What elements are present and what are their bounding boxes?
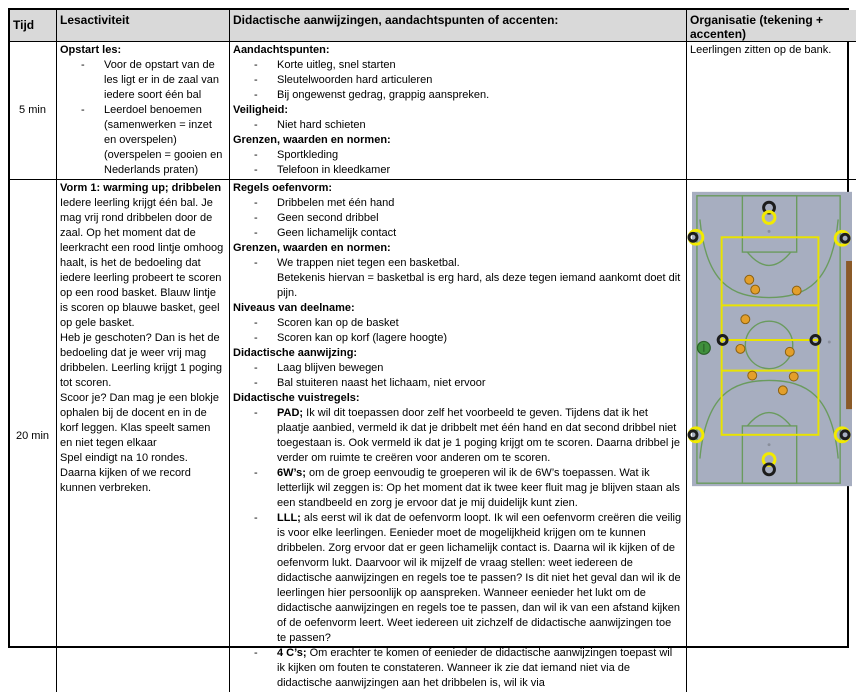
text-line: Scoor je? Dan mag je een blokje ophalen bij de docent en in de korf leggen. Klas speelt samen en niet tegen elkaar — [60, 392, 219, 449]
section-heading: Regels oefenvorm: — [233, 182, 333, 194]
bullet-item: - Sleutelwoorden hard articuleren — [233, 73, 682, 88]
bullet-item: - Leerdoel benoemen (samenwerken = inzet en overspelen) (overspelen = gooien en Nederlands praten) — [60, 103, 225, 178]
bullet-item: - LLL; als eerst wil ik dat de oefenvorm loopt. Ik wil een oefenvorm creëren die veilig is voor elke leerlingen. Eenieder moet de mogelijkheid krijgen om te kunnen dribbelen. Zorg ervoor dat er geen lichamelijk contact is. Daarna wil ik kijken of de oefenvorm lukt. Daarvoor wil ik mijzelf de vraag stellen: weet iedereen de didactische aanwijzingen en regels toe te passen? Is dit niet het geval dan wil ik de leerlingen hier persoonlijk op aanspreken. Wanneer eenieder het lukt om de didactische aanwijzingen en regels toe te passen, dan wil ik van een afstand kijken of de oefenvorm leert. Weet iedereen uit zichzelf de didactische aanwijzingen toe te passen? — [233, 511, 682, 646]
bullet-item: - Voor de opstart van de les ligt er in de zaal van iedere soort één bal — [60, 58, 225, 103]
organisation-cell-row2 — [687, 180, 856, 692]
text-line: Spel eindigt na 10 rondes. Daarna kijken of we record kunnen verbreken. — [60, 452, 191, 494]
text-line: Iedere leerling krijgt één bal. Je mag vrij rond dribbelen door de zaal. Op het moment dat de leerkracht een rood lintje omhoog haalt, is het de bedoeling dat iedere leerling probeert te scoren op een rood basket. Blauw lintje is scoren op blauwe basket, geel op gele basket. — [60, 197, 224, 329]
column-header-activity: Lesactiviteit — [57, 10, 230, 42]
didactics-cell-row2 — [230, 180, 687, 692]
bullet-item: - 4 C’s; Om erachter te komen of eenieder de didactische aanwijzingen toepast wil ik kijken om fouten te constateren. Wanneer ik zie dat iemand niet via de didactische aanwijzingen aan het dribbelen is, wil ik via — [233, 646, 682, 691]
bullet-item: - Laag blijven bewegen — [233, 361, 682, 376]
bullet-item: - We trappen niet tegen een basketbal. — [233, 256, 682, 271]
text-line: Heb je geschoten? Dan is het de bedoeling dat je weer vrij mag dribbelen. Leerling krijgt 1 poging tot scoren. — [60, 332, 223, 389]
column-header-time: Tijd — [10, 10, 57, 42]
activity-cell-row1 — [57, 42, 230, 180]
column-header-didactics: Didactische aanwijzingen, aandachtspunten of accenten: — [230, 10, 687, 42]
bullet-item: - Korte uitleg, snel starten — [233, 58, 682, 73]
bullet-item: - Scoren kan op de basket — [233, 316, 682, 331]
basketball-court-top-view-image — [692, 191, 852, 487]
column-header-organisation: Organisatie (tekening + accenten) — [687, 10, 856, 42]
section-heading: Grenzen, waarden en normen: — [233, 242, 391, 254]
organisation-cell-row1 — [687, 42, 856, 180]
bullet-item: - 6W’s; om de groep eenvoudig te groeperen wil ik de 6W’s toepassen. Wat ik letterlijk wil zeggen is: Op het moment dat ik twee keer fluit mag je blijven staan als een standbeeld en zorg je ervoor dat je mij duidelijk kunt zien. — [233, 466, 682, 511]
bullet-item: - Geen second dribbel — [233, 211, 682, 226]
section-heading: Grenzen, waarden en normen: — [233, 134, 391, 146]
section-heading: Didactische vuistregels: — [233, 392, 360, 404]
bullet-item: - Telefoon in kleedkamer — [233, 163, 682, 178]
section-heading: Opstart les: — [60, 44, 122, 56]
bullet-item: - PAD; Ik wil dit toepassen door zelf het voorbeeld te geven. Tijdens dat ik het plaatje aanbied, vermeld ik dat je dribbelt met één hand en dat second dribbel niet toegestaan is. Ook vermeld ik dat je 1 poging krijgt om te scoren. Daarna dribbel je verder om ruimte te creëren voor anderen om te scoren. — [233, 406, 682, 466]
activity-cell-row2 — [57, 180, 230, 692]
time-cell-row2: 20 min — [10, 180, 57, 692]
bullet-item: - Sportkleding — [233, 148, 682, 163]
bullet-item: - Niet hard schieten — [233, 118, 682, 133]
didactics-cell-row1 — [230, 42, 687, 180]
bullet-item: - Scoren kan op korf (lagere hoogte) — [233, 331, 682, 346]
organisation-note: Leerlingen zitten op de bank. — [690, 44, 832, 56]
section-heading: Aandachtspunten: — [233, 44, 330, 56]
bullet-item: - Dribbelen met één hand — [233, 196, 682, 211]
section-heading: Niveaus van deelname: — [233, 302, 355, 314]
time-cell-row1: 5 min — [10, 42, 57, 180]
basketball-court-diagram — [692, 191, 852, 487]
bullet-item: - Bal stuiteren naast het lichaam, niet ervoor — [233, 376, 682, 391]
section-heading: Vorm 1: warming up; dribbelen — [60, 182, 222, 194]
lesson-plan-table — [8, 8, 849, 689]
section-heading: Didactische aanwijzing: — [233, 347, 358, 359]
section-heading: Veiligheid: — [233, 104, 289, 116]
bullet-continuation: Betekenis hiervan = basketbal is erg hard, als deze tegen iemand aankomt doet dit pijn. — [277, 272, 681, 299]
bullet-item: - Bij ongewenst gedrag, grappig aanspreken. — [233, 88, 682, 103]
bullet-item: - Geen lichamelijk contact — [233, 226, 682, 241]
